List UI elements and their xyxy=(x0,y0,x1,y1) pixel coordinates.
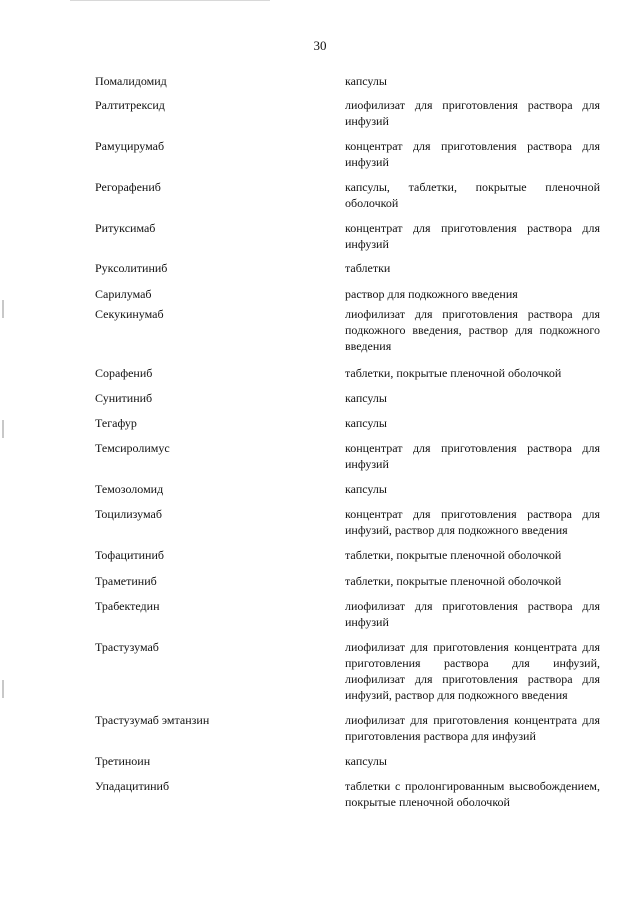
dosage-form: капсулы, таблетки, покрытые пленочной оболочкой xyxy=(345,180,600,210)
dosage-form: концентрат для приготовления раствора для инфузий xyxy=(345,139,600,169)
table-row xyxy=(95,260,605,286)
dosage-form: капсулы xyxy=(345,754,387,768)
drug-name: Темсиролимус xyxy=(95,441,170,455)
drug-name: Ралтитрексид xyxy=(95,98,165,112)
table-row xyxy=(95,390,605,415)
table-row xyxy=(95,220,605,260)
drug-name: Трастузумаб эмтанзин xyxy=(95,713,210,727)
drug-name: Тегафур xyxy=(95,416,137,430)
drug-table xyxy=(95,73,605,828)
drug-name: Руксолитиниб xyxy=(95,261,168,275)
drug-name: Темозоломид xyxy=(95,482,164,496)
dosage-form: концентрат для приготовления раствора для инфузий, раствор для подкожного введения xyxy=(345,507,600,537)
table-row xyxy=(95,753,605,778)
table-row xyxy=(95,97,605,138)
table-row xyxy=(95,506,605,547)
dosage-form: таблетки xyxy=(345,261,391,275)
dosage-form: лиофилизат для приготовления раствора для инфузий xyxy=(345,599,600,629)
table-row xyxy=(95,573,605,598)
drug-name: Траметиниб xyxy=(95,574,157,588)
dosage-form: таблетки с пролонгированным высвобождением, покрытые пленочной оболочкой xyxy=(345,779,600,809)
drug-name: Помалидомид xyxy=(95,74,167,88)
drug-name: Секукинумаб xyxy=(95,307,164,321)
drug-name: Ритуксимаб xyxy=(95,221,156,235)
drug-name: Третиноин xyxy=(95,754,151,768)
drug-name: Упадацитиниб xyxy=(95,779,170,793)
dosage-form: лиофилизат для приготовления концентрата для приготовления раствора для инфузий, лиофилизат для приготовления раствора для инфузий, раствор для подкожного введения xyxy=(345,640,600,702)
table-row xyxy=(95,481,605,506)
dosage-form: таблетки, покрытые пленочной оболочкой xyxy=(345,574,562,588)
dosage-form: капсулы xyxy=(345,482,387,496)
table-row xyxy=(95,179,605,220)
drug-name: Рамуцирумаб xyxy=(95,139,165,153)
table-row xyxy=(95,73,605,97)
drug-name: Сунитиниб xyxy=(95,391,153,405)
page-number: 30 xyxy=(313,38,327,53)
table-row xyxy=(95,598,605,639)
dosage-form: капсулы xyxy=(345,416,387,430)
dosage-form: раствор для подкожного введения xyxy=(345,287,518,301)
dosage-form: концентрат для приготовления раствора для инфузий xyxy=(345,441,600,471)
table-row xyxy=(95,138,605,179)
dosage-form: капсулы xyxy=(345,391,387,405)
table-row xyxy=(95,712,605,753)
table-row xyxy=(95,365,605,390)
table-row xyxy=(95,440,605,481)
dosage-form: лиофилизат для приготовления раствора для инфузий xyxy=(345,98,600,128)
table-row xyxy=(95,639,605,712)
dosage-form: таблетки, покрытые пленочной оболочкой xyxy=(345,548,562,562)
drug-name: Трабектедин xyxy=(95,599,160,613)
drug-name: Тофацитиниб xyxy=(95,548,164,562)
table-row xyxy=(95,547,605,573)
scan-edge-mark xyxy=(2,300,4,318)
dosage-form: таблетки, покрытые пленочной оболочкой xyxy=(345,366,562,380)
dosage-form: лиофилизат для приготовления концентрата для приготовления раствора для инфузий xyxy=(345,713,600,743)
drug-name: Тоцилизумаб xyxy=(95,507,162,521)
scan-top-rule xyxy=(70,0,270,1)
table-row xyxy=(95,778,605,828)
drug-name: Регорафениб xyxy=(95,180,161,194)
drug-name: Сарилумаб xyxy=(95,287,152,301)
scan-edge-mark xyxy=(2,420,4,438)
scan-edge-mark xyxy=(2,680,4,698)
table-row xyxy=(95,415,605,440)
drug-name: Сорафениб xyxy=(95,366,153,380)
dosage-form: концентрат для приготовления раствора для инфузий xyxy=(345,221,600,251)
drug-name: Трастузумаб xyxy=(95,640,159,654)
dosage-form: лиофилизат для приготовления раствора для подкожного введения, раствор для подкожного введения xyxy=(345,307,600,353)
table-row xyxy=(95,286,605,306)
dosage-form: капсулы xyxy=(345,74,387,88)
table-row xyxy=(95,306,605,365)
